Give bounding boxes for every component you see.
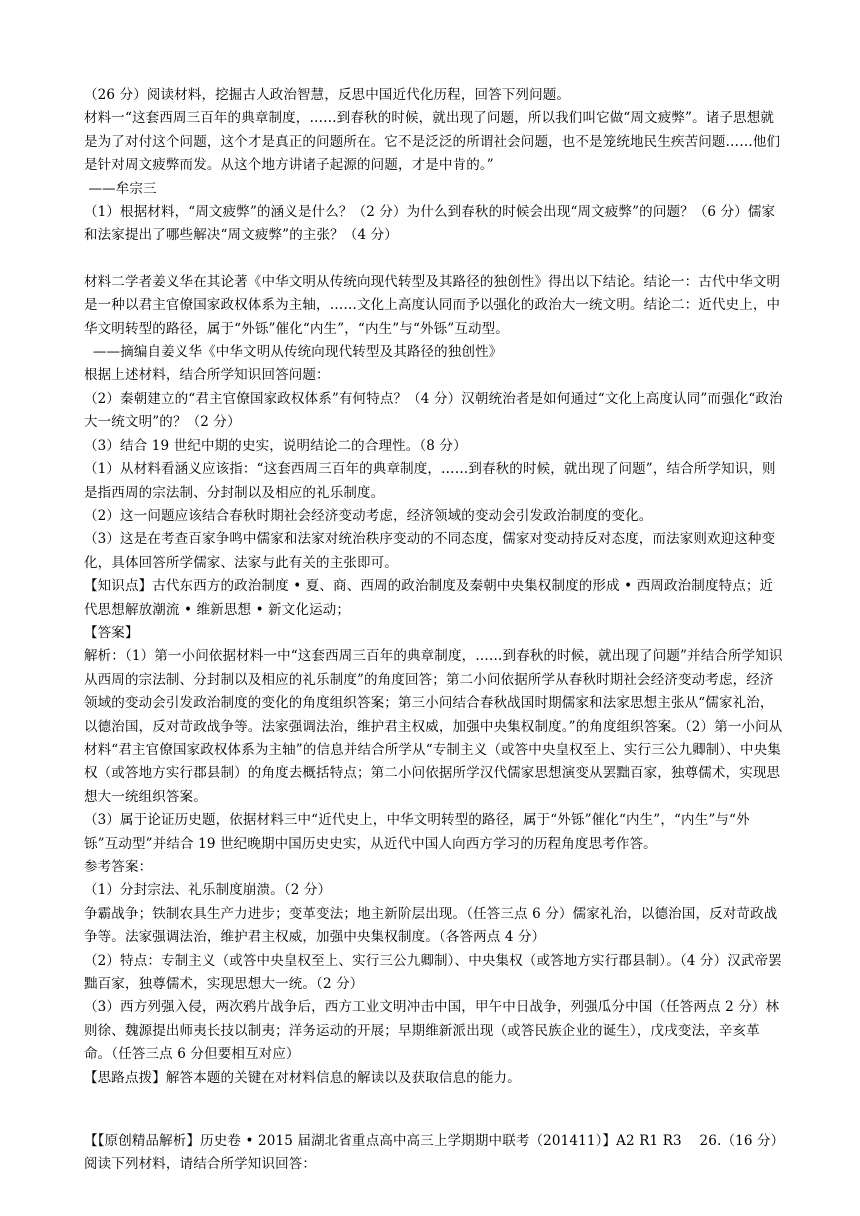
question-intro: （26 分）阅读材料，挖掘古人政治智慧，反思中国近代化历程，回答下列问题。 [84,87,571,103]
knowledge-point: 【知识点】古代东西方的政治制度 • 夏、商、西周的政治制度及秦朝中央集权制度的形成 • 西周政治制度特点；近代思想解放潮流 • 维新思想 • 新文化运动； [84,578,774,618]
reference-answer-2: （2）特点：专制主义（或答中央皇权至上、实行三公九卿制）、中央集权（或答地方实行郡县制）。（4 分）汉武帝罢黜百家，独尊儒术，实现思想大一统。（2 分） [84,952,782,993]
paragraph-gap [84,248,784,271]
reference-answer-3: （3）西方列强入侵，两次鸦片战争后，西方工业文明冲击中国，甲午中日战争，列强瓜分中国（任答两点 2 分）林则徐、魏源提出师夷长技以制夷；洋务运动的开展；早期维新派出现（或答民族企业的诞生），戊戌变法，辛亥革命。（任答三点 6 分但要相互对应） [84,999,780,1063]
answer-heading: 【答案】 [84,624,139,641]
paragraph-gap [84,1090,784,1130]
analysis-1-2: 解析：（1）第一小问依据材料一中“这套西周三百年的典章制度，……到春秋的时候，就出现了问题”并结合所学知识从西周的宗法制、分封制以及相应的礼乐制度”的角度回答；第二小问依据所学从春秋时期社会经济变动考虑，经济领域的变动会引发政治制度的变化的角度组织答案；第三小问结合春秋战国时期儒家和法家思想主张从“儒家礼治，以德治国，反对苛政战争等。法家强调法治，维护君主权威，加强中央集权制度。”的角度组织答案。（2）第一小问从材料“君主官僚国家政权体系为主轴”的信息并结合所学从“专制主义（或答中央皇权至上、实行三公九卿制）、中央集权（或答地方实行郡县制）的角度去概括特点；第二小问依据所学汉代儒家思想演变从罢黜百家，独尊儒术，实现思想大一统组织答案。 [84,648,783,805]
reference-answer-1: （1）分封宗法、礼乐制度崩溃。（2 分） [84,882,332,899]
material-two-source: ——摘编自姜义华《中华文明从传统向现代转型及其路径的独创性》 [84,344,503,361]
instruction: 根据上述材料，结合所学知识回答问题： [84,367,330,384]
reference-answer-1-cont: 争霸战争；铁制农具生产力进步；变革变法；地主新阶层出现。（任答三点 6 分）儒家礼治，以德治国，反对苛政战争等。法家强调法治，维护君主权威，加强中央集权制度。（各答两点 4 分） [84,905,778,946]
material-one-source: ——牟宗三 [84,180,157,197]
question-3: （3）结合 19 世纪中期的史实，说明结论二的合理性。（8 分） [84,437,467,454]
hint-3: （3）这是在考查百家争鸣中儒家和法家对统治秩序变动的不同态度，儒家对变动持反对态度，而法家则欢迎这种变化，具体回答所学儒家、法家与此有关的主张即可。 [84,531,776,571]
question-1: （1）根据材料，“周文疲弊”的涵义是什么？（2 分）为什么到春秋的时候会出现“周文疲弊”的问题？（6 分）儒家和法家提出了哪些解决“周文疲弊”的主张？（4 分） [84,204,776,244]
question-2: （2）秦朝建立的“君主官僚国家政权体系”有何特点？（4 分）汉朝统治者是如何通过“文化上高度认同”而强化“政治大一统文明”的？（2 分） [84,390,783,431]
solution-tip: 【思路点拨】解答本题的关键在对材料信息的解读以及获取信息的能力。 [84,1069,521,1086]
material-two: 材料二学者姜义华在其论著《中华文明从传统向现代转型及其路径的独创性》得出以下结论。结论一：古代中华文明是一种以君主官僚国家政权体系为主轴，……文化上高度认同而予以强化的政治大一统文明。结论二：近代史上，中华文明转型的路径，属于“外铄”催化“内生”，“内生”与“外铄”互动型。 [84,273,781,337]
hint-2: （2）这一问题应该结合春秋时期社会经济变动考虑，经济领域的变动会引发政治制度的变化。 [84,507,653,524]
next-question-header: 【【原创精品解析】历史卷 • 2015 届湖北省重点高中高三上学期期中联考（201411）】A2 R1 R3 26.（16 分）阅读下列材料，请结合所学知识回答： [84,1133,778,1173]
document-body [84,84,784,1177]
material-one: 材料一“这套西周三百年的典章制度，……到春秋的时候，就出现了问题，所以我们叫它做“周文疲弊”。诸子思想就是为了对付这个问题，这个才是真正的问题所在。它不是泛泛的所谓社会问题，也不是笼统地民生疾苦问题……他们是针对周文疲弊而发。从这个地方讲诸子起源的问题，才是中肯的。” [84,110,781,174]
reference-answer-heading: 参考答案： [84,859,153,875]
analysis-3: （3）属于论证历史题，依据材料三中“近代史上，中华文明转型的路径，属于“外铄”催化“内生”，“内生”与“外铄”互动型”并结合 19 世纪晚期中国历史史实，从近代中国人向西方学习的历程角度思考作答。 [84,812,750,852]
hint-1: （1）从材料看涵义应该指：“这套西周三百年的典章制度，……到春秋的时候，就出现了问题”，结合所学知识，则是指西周的宗法制、分封制以及相应的礼乐制度。 [84,461,776,501]
